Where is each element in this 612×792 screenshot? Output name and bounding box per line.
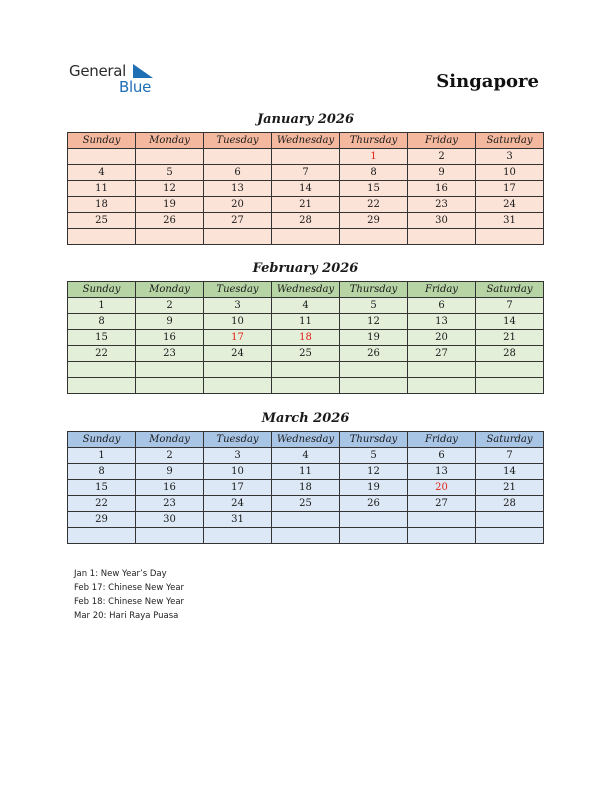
holiday-day-cell: 17: [204, 330, 272, 346]
weekday-header: Monday: [136, 282, 204, 298]
day-cell: 5: [340, 448, 408, 464]
day-cell: 21: [476, 330, 544, 346]
month-title: March 2026: [261, 411, 350, 426]
day-cell: 1: [68, 298, 136, 314]
day-cell: 21: [476, 480, 544, 496]
empty-day-cell: [204, 149, 272, 165]
week-row: [68, 378, 544, 394]
week-row: [68, 496, 544, 512]
day-cell: 9: [136, 464, 204, 480]
empty-day-cell: [204, 528, 272, 544]
day-cell: 19: [340, 330, 408, 346]
week-row: [68, 213, 544, 229]
week-row: [68, 181, 544, 197]
day-cell: 13: [204, 181, 272, 197]
weekday-header: Friday: [408, 133, 476, 149]
empty-day-cell: [272, 229, 340, 245]
day-cell: 7: [476, 448, 544, 464]
day-cell: 30: [136, 512, 204, 528]
month-calendar-february: [67, 260, 544, 394]
day-cell: 14: [272, 181, 340, 197]
weekday-header-row: [68, 133, 544, 149]
week-row: [68, 480, 544, 496]
day-cell: 20: [408, 330, 476, 346]
weekday-header: Sunday: [68, 282, 136, 298]
day-cell: 4: [68, 165, 136, 181]
day-cell: 22: [68, 496, 136, 512]
day-cell: 28: [272, 213, 340, 229]
weekday-header: Sunday: [68, 432, 136, 448]
holiday-notes: [74, 567, 184, 623]
day-cell: 23: [136, 496, 204, 512]
day-cell: 12: [136, 181, 204, 197]
day-cell: 24: [204, 346, 272, 362]
day-cell: 26: [136, 213, 204, 229]
day-cell: 25: [272, 346, 340, 362]
empty-day-cell: [476, 362, 544, 378]
empty-day-cell: [136, 229, 204, 245]
weekday-header: Tuesday: [204, 133, 272, 149]
day-cell: 11: [272, 314, 340, 330]
logo-flag-icon: [133, 64, 155, 78]
day-cell: 4: [272, 448, 340, 464]
month-calendar-january: [67, 111, 544, 245]
weekday-header: Sunday: [68, 133, 136, 149]
day-cell: 15: [68, 330, 136, 346]
empty-day-cell: [136, 362, 204, 378]
empty-day-cell: [340, 378, 408, 394]
holiday-day-cell: 1: [340, 149, 408, 165]
weekday-header: Tuesday: [204, 282, 272, 298]
empty-day-cell: [408, 528, 476, 544]
week-row: [68, 149, 544, 165]
month-title: February 2026: [252, 261, 359, 276]
empty-day-cell: [272, 528, 340, 544]
weekday-header: Thursday: [340, 282, 408, 298]
day-cell: 25: [68, 213, 136, 229]
day-cell: 23: [136, 346, 204, 362]
day-cell: 10: [204, 314, 272, 330]
day-cell: 18: [272, 480, 340, 496]
calendar-table: [67, 132, 544, 245]
empty-day-cell: [408, 362, 476, 378]
day-cell: 5: [340, 298, 408, 314]
day-cell: 17: [476, 181, 544, 197]
day-cell: 24: [476, 197, 544, 213]
calendar-table: [67, 281, 544, 394]
weekday-header: Saturday: [476, 432, 544, 448]
empty-day-cell: [272, 149, 340, 165]
week-row: [68, 298, 544, 314]
day-cell: 31: [476, 213, 544, 229]
month-calendar-march: [67, 410, 544, 544]
empty-day-cell: [272, 362, 340, 378]
day-cell: 28: [476, 496, 544, 512]
empty-day-cell: [476, 528, 544, 544]
day-cell: 16: [136, 330, 204, 346]
weekday-header: Friday: [408, 432, 476, 448]
empty-day-cell: [136, 378, 204, 394]
brand-logo: [69, 62, 169, 96]
holiday-note: Jan 1: New Year’s Day: [74, 569, 167, 579]
empty-day-cell: [408, 378, 476, 394]
day-cell: 30: [408, 213, 476, 229]
empty-day-cell: [136, 528, 204, 544]
weekday-header-row: [68, 282, 544, 298]
day-cell: 27: [408, 496, 476, 512]
day-cell: 13: [408, 464, 476, 480]
day-cell: 20: [204, 197, 272, 213]
day-cell: 2: [408, 149, 476, 165]
empty-day-cell: [340, 528, 408, 544]
day-cell: 27: [408, 346, 476, 362]
holiday-note: Mar 20: Hari Raya Puasa: [74, 611, 179, 621]
day-cell: 6: [408, 448, 476, 464]
day-cell: 7: [272, 165, 340, 181]
day-cell: 11: [68, 181, 136, 197]
week-row: [68, 362, 544, 378]
day-cell: 7: [476, 298, 544, 314]
day-cell: 6: [408, 298, 476, 314]
week-row: [68, 197, 544, 213]
empty-day-cell: [408, 512, 476, 528]
week-row: [68, 330, 544, 346]
empty-day-cell: [340, 229, 408, 245]
empty-day-cell: [68, 149, 136, 165]
day-cell: 16: [136, 480, 204, 496]
day-cell: 31: [204, 512, 272, 528]
empty-day-cell: [204, 229, 272, 245]
empty-day-cell: [136, 149, 204, 165]
empty-day-cell: [68, 378, 136, 394]
day-cell: 21: [272, 197, 340, 213]
day-cell: 13: [408, 314, 476, 330]
day-cell: 2: [136, 298, 204, 314]
day-cell: 14: [476, 314, 544, 330]
day-cell: 19: [340, 480, 408, 496]
day-cell: 29: [68, 512, 136, 528]
day-cell: 18: [68, 197, 136, 213]
day-cell: 3: [204, 448, 272, 464]
day-cell: 9: [136, 314, 204, 330]
weekday-header: Saturday: [476, 133, 544, 149]
day-cell: 12: [340, 314, 408, 330]
day-cell: 22: [68, 346, 136, 362]
day-cell: 9: [408, 165, 476, 181]
logo-text-blue: Blue: [119, 78, 151, 96]
empty-day-cell: [272, 512, 340, 528]
empty-day-cell: [408, 229, 476, 245]
calendar-table: [67, 431, 544, 544]
weekday-header: Tuesday: [204, 432, 272, 448]
weekday-header: Wednesday: [272, 282, 340, 298]
empty-day-cell: [476, 378, 544, 394]
day-cell: 8: [68, 314, 136, 330]
empty-day-cell: [340, 512, 408, 528]
day-cell: 19: [136, 197, 204, 213]
day-cell: 5: [136, 165, 204, 181]
weekday-header: Monday: [136, 133, 204, 149]
weekday-header: Wednesday: [272, 133, 340, 149]
day-cell: 8: [340, 165, 408, 181]
week-row: [68, 448, 544, 464]
day-cell: 1: [68, 448, 136, 464]
week-row: [68, 165, 544, 181]
day-cell: 14: [476, 464, 544, 480]
holiday-note: Feb 18: Chinese New Year: [74, 597, 185, 607]
empty-day-cell: [204, 362, 272, 378]
weekday-header: Saturday: [476, 282, 544, 298]
empty-day-cell: [340, 362, 408, 378]
weekday-header-row: [68, 432, 544, 448]
weekday-header: Thursday: [340, 432, 408, 448]
empty-day-cell: [476, 229, 544, 245]
day-cell: 3: [476, 149, 544, 165]
week-row: [68, 229, 544, 245]
weekday-header: Monday: [136, 432, 204, 448]
week-row: [68, 464, 544, 480]
empty-day-cell: [476, 512, 544, 528]
month-title: January 2026: [256, 112, 354, 127]
day-cell: 25: [272, 496, 340, 512]
day-cell: 28: [476, 346, 544, 362]
holiday-day-cell: 18: [272, 330, 340, 346]
day-cell: 10: [204, 464, 272, 480]
holiday-note: Feb 17: Chinese New Year: [74, 583, 185, 593]
weekday-header: Wednesday: [272, 432, 340, 448]
empty-day-cell: [68, 362, 136, 378]
logo-text-general: General: [69, 62, 127, 80]
empty-day-cell: [272, 378, 340, 394]
day-cell: 17: [204, 480, 272, 496]
day-cell: 27: [204, 213, 272, 229]
weekday-header: Friday: [408, 282, 476, 298]
country-title: Singapore: [436, 71, 539, 92]
day-cell: 3: [204, 298, 272, 314]
day-cell: 2: [136, 448, 204, 464]
day-cell: 22: [340, 197, 408, 213]
day-cell: 8: [68, 464, 136, 480]
empty-day-cell: [68, 229, 136, 245]
day-cell: 11: [272, 464, 340, 480]
week-row: [68, 346, 544, 362]
empty-day-cell: [204, 378, 272, 394]
day-cell: 26: [340, 346, 408, 362]
day-cell: 6: [204, 165, 272, 181]
day-cell: 16: [408, 181, 476, 197]
day-cell: 15: [68, 480, 136, 496]
weekday-header: Thursday: [340, 133, 408, 149]
day-cell: 4: [272, 298, 340, 314]
day-cell: 29: [340, 213, 408, 229]
day-cell: 15: [340, 181, 408, 197]
week-row: [68, 512, 544, 528]
day-cell: 23: [408, 197, 476, 213]
week-row: [68, 528, 544, 544]
holiday-day-cell: 20: [408, 480, 476, 496]
empty-day-cell: [68, 528, 136, 544]
day-cell: 12: [340, 464, 408, 480]
day-cell: 24: [204, 496, 272, 512]
day-cell: 10: [476, 165, 544, 181]
day-cell: 26: [340, 496, 408, 512]
week-row: [68, 314, 544, 330]
